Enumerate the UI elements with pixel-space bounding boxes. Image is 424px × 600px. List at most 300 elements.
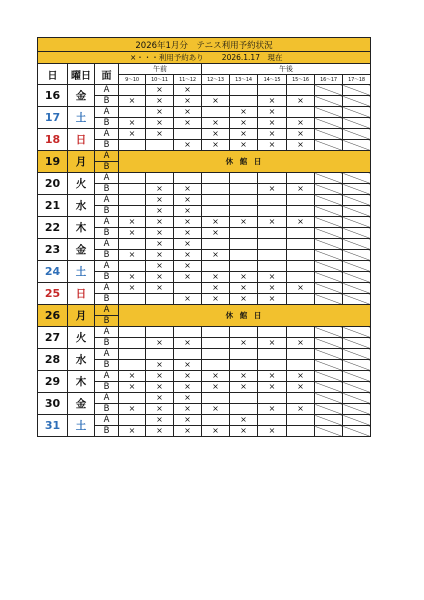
slot-cell (315, 239, 343, 250)
slot-cell (258, 250, 287, 261)
slot-cell (146, 294, 174, 305)
slot-cell (202, 393, 230, 404)
slot-header: 12～13 (202, 75, 230, 85)
slot-cell: × (146, 239, 174, 250)
slot-cell: × (287, 184, 315, 195)
slot-cell: × (146, 107, 174, 118)
day-number: 20 (38, 173, 68, 195)
table-row (38, 151, 371, 162)
slot-cell: × (174, 118, 202, 129)
slot-cell: × (174, 184, 202, 195)
slot-cell (343, 371, 371, 382)
slot-cell (343, 228, 371, 239)
reservation-table (37, 37, 371, 437)
slot-cell (174, 129, 202, 140)
court-label: B (95, 426, 119, 437)
slot-header: 15～16 (287, 75, 315, 85)
slot-cell (343, 415, 371, 426)
slot-cell (343, 129, 371, 140)
slot-cell (202, 107, 230, 118)
slot-cell (343, 250, 371, 261)
slot-cell: × (287, 217, 315, 228)
slot-cell: × (287, 118, 315, 129)
slot-cell (119, 195, 146, 206)
table-row (38, 283, 371, 294)
slot-cell: × (146, 338, 174, 349)
slot-cell: × (287, 404, 315, 415)
slot-cell: × (230, 272, 258, 283)
slot-cell: × (230, 140, 258, 151)
slot-cell (119, 294, 146, 305)
slot-cell (315, 118, 343, 129)
slot-cell (230, 228, 258, 239)
court-label: B (95, 206, 119, 217)
slot-header: 13～14 (230, 75, 258, 85)
slot-cell (315, 206, 343, 217)
court-label: A (95, 239, 119, 250)
slot-cell (315, 85, 343, 96)
slot-cell: × (174, 272, 202, 283)
slot-cell (202, 338, 230, 349)
weekday-label: 木 (68, 371, 95, 393)
slot-cell: × (230, 294, 258, 305)
slot-cell (258, 206, 287, 217)
slot-cell (287, 195, 315, 206)
slot-cell: × (119, 382, 146, 393)
slot-cell (258, 85, 287, 96)
slot-cell: × (119, 118, 146, 129)
slot-cell (315, 349, 343, 360)
legend-row (38, 52, 371, 64)
slot-cell: × (258, 184, 287, 195)
slot-cell: × (146, 382, 174, 393)
court-label: B (95, 184, 119, 195)
slot-cell: × (258, 96, 287, 107)
slot-cell: × (119, 426, 146, 437)
slot-cell (174, 327, 202, 338)
slot-cell (315, 415, 343, 426)
slot-cell: × (146, 217, 174, 228)
slot-cell (119, 85, 146, 96)
slot-cell: × (146, 261, 174, 272)
slot-cell (258, 195, 287, 206)
court-label: A (95, 305, 119, 316)
slot-cell (343, 393, 371, 404)
slot-cell: × (174, 217, 202, 228)
court-label: A (95, 283, 119, 294)
slot-header: 14～15 (258, 75, 287, 85)
table-row (38, 173, 371, 184)
court-label: B (95, 382, 119, 393)
slot-cell: × (258, 272, 287, 283)
slot-cell (119, 349, 146, 360)
slot-cell (315, 250, 343, 261)
slot-cell (230, 327, 258, 338)
day-number: 28 (38, 349, 68, 371)
slot-cell: × (287, 96, 315, 107)
slot-cell (202, 195, 230, 206)
table-row (38, 349, 371, 360)
court-label: A (95, 217, 119, 228)
slot-cell (287, 107, 315, 118)
court-label: B (95, 294, 119, 305)
court-label: B (95, 162, 119, 173)
header-day: 日 (38, 64, 68, 85)
slot-cell: × (202, 228, 230, 239)
weekday-label: 土 (68, 261, 95, 283)
slot-header: 17～18 (343, 75, 371, 85)
slot-cell (343, 261, 371, 272)
slot-cell: × (258, 107, 287, 118)
day-number: 22 (38, 217, 68, 239)
slot-cell (315, 404, 343, 415)
slot-cell (119, 261, 146, 272)
slot-cell: × (174, 140, 202, 151)
reservation-body (38, 85, 371, 437)
slot-cell (202, 173, 230, 184)
slot-cell (202, 261, 230, 272)
slot-cell (174, 173, 202, 184)
slot-cell (119, 360, 146, 371)
court-label: A (95, 195, 119, 206)
slot-cell (343, 217, 371, 228)
court-label: A (95, 371, 119, 382)
court-label: B (95, 228, 119, 239)
slot-cell: × (174, 404, 202, 415)
slot-cell (202, 85, 230, 96)
slot-cell (230, 261, 258, 272)
slot-cell (343, 349, 371, 360)
slot-cell: × (230, 283, 258, 294)
table-row (38, 261, 371, 272)
slot-cell: × (230, 338, 258, 349)
slot-cell: × (202, 140, 230, 151)
slot-cell (315, 371, 343, 382)
slot-cell: × (146, 360, 174, 371)
weekday-label: 水 (68, 195, 95, 217)
slot-cell: × (119, 272, 146, 283)
slot-cell: × (258, 140, 287, 151)
slot-cell: × (174, 426, 202, 437)
slot-cell: × (258, 382, 287, 393)
court-label: B (95, 250, 119, 261)
slot-cell: × (287, 338, 315, 349)
slot-cell (287, 85, 315, 96)
weekday-label: 日 (68, 129, 95, 151)
slot-cell (258, 349, 287, 360)
slot-cell (343, 85, 371, 96)
slot-cell: × (202, 96, 230, 107)
slot-cell (146, 173, 174, 184)
slot-cell: × (146, 184, 174, 195)
slot-cell: × (230, 415, 258, 426)
slot-cell (315, 426, 343, 437)
court-label: B (95, 118, 119, 129)
slot-cell: × (202, 118, 230, 129)
slot-cell: × (174, 250, 202, 261)
slot-cell (119, 184, 146, 195)
slot-cell (343, 173, 371, 184)
slot-cell (258, 393, 287, 404)
table-row (38, 239, 371, 250)
slot-cell (315, 360, 343, 371)
weekday-label: 火 (68, 173, 95, 195)
slot-cell (202, 206, 230, 217)
day-number: 23 (38, 239, 68, 261)
court-label: B (95, 96, 119, 107)
slot-cell: × (146, 415, 174, 426)
slot-cell: × (230, 426, 258, 437)
table-row (38, 305, 371, 316)
slot-header: 16～17 (315, 75, 343, 85)
slot-cell (230, 250, 258, 261)
slot-cell (315, 261, 343, 272)
slot-cell: × (119, 250, 146, 261)
slot-cell (230, 239, 258, 250)
slot-cell: × (174, 415, 202, 426)
slot-cell (119, 107, 146, 118)
day-number: 16 (38, 85, 68, 107)
slot-cell: × (146, 118, 174, 129)
slot-cell (315, 195, 343, 206)
legend-text: ×・・・利用予約あり (130, 53, 204, 62)
slot-cell (343, 239, 371, 250)
weekday-label: 日 (68, 283, 95, 305)
slot-cell (258, 228, 287, 239)
slot-cell (119, 338, 146, 349)
court-label: B (95, 338, 119, 349)
slot-cell (119, 239, 146, 250)
slot-cell (230, 404, 258, 415)
slot-cell (287, 261, 315, 272)
slot-cell: × (230, 118, 258, 129)
weekday-label: 土 (68, 415, 95, 437)
weekday-label: 金 (68, 85, 95, 107)
slot-cell (343, 426, 371, 437)
slot-cell (258, 415, 287, 426)
slot-cell (343, 206, 371, 217)
table-row (38, 107, 371, 118)
header-court: 面 (95, 64, 119, 85)
slot-cell: × (119, 228, 146, 239)
table-row (38, 85, 371, 96)
slot-cell (287, 272, 315, 283)
slot-cell (202, 415, 230, 426)
slot-cell: × (230, 371, 258, 382)
slot-cell (230, 393, 258, 404)
slot-cell (119, 327, 146, 338)
slot-cell: × (119, 404, 146, 415)
slot-cell: × (146, 426, 174, 437)
weekday-label: 金 (68, 239, 95, 261)
slot-cell: × (174, 96, 202, 107)
header-weekday: 曜日 (68, 64, 95, 85)
slot-cell: × (174, 239, 202, 250)
slot-cell (230, 206, 258, 217)
slot-cell (287, 360, 315, 371)
slot-cell (343, 404, 371, 415)
slot-cell (315, 217, 343, 228)
slot-cell (287, 294, 315, 305)
slot-cell (315, 140, 343, 151)
slot-cell: × (146, 393, 174, 404)
slot-cell: × (146, 371, 174, 382)
slot-cell: × (202, 371, 230, 382)
slot-cell (315, 283, 343, 294)
court-label: A (95, 173, 119, 184)
slot-cell (343, 140, 371, 151)
weekday-label: 金 (68, 393, 95, 415)
slot-cell: × (202, 294, 230, 305)
day-number: 21 (38, 195, 68, 217)
slot-cell: × (174, 261, 202, 272)
page-title: 2026年1月分 テニス利用予約状況 (38, 38, 371, 52)
table-row (38, 195, 371, 206)
slot-cell (230, 85, 258, 96)
slot-cell: × (146, 250, 174, 261)
slot-cell: × (287, 283, 315, 294)
slot-cell (146, 327, 174, 338)
slot-cell: × (202, 283, 230, 294)
slot-cell (315, 338, 343, 349)
slot-cell: × (202, 129, 230, 140)
court-label: B (95, 140, 119, 151)
slot-cell: × (119, 129, 146, 140)
court-label: A (95, 261, 119, 272)
slot-cell: × (174, 338, 202, 349)
weekday-label: 木 (68, 217, 95, 239)
slot-cell (287, 173, 315, 184)
slot-cell (343, 272, 371, 283)
slot-cell: × (258, 294, 287, 305)
slot-cell: × (258, 338, 287, 349)
slot-cell (258, 261, 287, 272)
day-number: 25 (38, 283, 68, 305)
slot-cell (315, 382, 343, 393)
slot-cell (287, 228, 315, 239)
slot-cell (343, 338, 371, 349)
slot-cell (202, 327, 230, 338)
slot-cell (174, 283, 202, 294)
slot-cell (230, 184, 258, 195)
header-afternoon: 午後 (202, 64, 371, 75)
slot-cell (230, 349, 258, 360)
slot-cell (343, 96, 371, 107)
slot-cell (315, 129, 343, 140)
slot-cell: × (174, 294, 202, 305)
slot-cell: × (146, 195, 174, 206)
slot-header: 9～10 (119, 75, 146, 85)
slot-cell: × (287, 382, 315, 393)
slot-cell: × (287, 371, 315, 382)
slot-cell: × (119, 371, 146, 382)
court-label: B (95, 316, 119, 327)
day-number: 29 (38, 371, 68, 393)
as-of-date: 2026.1.17 現在 (221, 53, 283, 62)
slot-cell (230, 96, 258, 107)
court-label: A (95, 415, 119, 426)
slot-cell: × (258, 426, 287, 437)
slot-cell: × (146, 129, 174, 140)
slot-cell (343, 107, 371, 118)
court-label: A (95, 349, 119, 360)
slot-header: 11～12 (174, 75, 202, 85)
slot-cell (146, 349, 174, 360)
slot-cell (315, 107, 343, 118)
slot-cell (119, 206, 146, 217)
court-label: A (95, 107, 119, 118)
slot-cell: × (146, 85, 174, 96)
court-label: A (95, 151, 119, 162)
slot-cell: × (174, 228, 202, 239)
slot-cell: × (202, 382, 230, 393)
slot-cell: × (202, 250, 230, 261)
day-number: 24 (38, 261, 68, 283)
slot-cell (258, 327, 287, 338)
slot-cell (119, 140, 146, 151)
slot-cell: × (258, 404, 287, 415)
slot-cell: × (202, 217, 230, 228)
slot-cell (202, 349, 230, 360)
slot-cell: × (258, 283, 287, 294)
slot-cell: × (174, 195, 202, 206)
slot-cell (287, 349, 315, 360)
court-label: A (95, 85, 119, 96)
slot-cell (287, 426, 315, 437)
slot-header: 10～11 (146, 75, 174, 85)
slot-cell: × (258, 118, 287, 129)
court-label: A (95, 129, 119, 140)
slot-cell: × (174, 206, 202, 217)
table-row (38, 129, 371, 140)
day-number: 30 (38, 393, 68, 415)
slot-cell: × (258, 129, 287, 140)
table-row (38, 415, 371, 426)
slot-cell (315, 96, 343, 107)
slot-cell: × (174, 85, 202, 96)
weekday-label: 火 (68, 327, 95, 349)
slot-cell: × (119, 217, 146, 228)
closed-label: 休 館 日 (119, 305, 371, 327)
slot-cell: × (258, 217, 287, 228)
slot-cell (343, 283, 371, 294)
slot-cell (315, 272, 343, 283)
day-number: 17 (38, 107, 68, 129)
day-number: 27 (38, 327, 68, 349)
slot-cell (343, 195, 371, 206)
slot-cell: × (146, 283, 174, 294)
slot-cell: × (202, 272, 230, 283)
table-row (38, 393, 371, 404)
slot-cell (287, 250, 315, 261)
day-number: 31 (38, 415, 68, 437)
slot-cell (315, 173, 343, 184)
slot-cell: × (174, 371, 202, 382)
slot-cell (343, 118, 371, 129)
table-row (38, 371, 371, 382)
weekday-label: 月 (68, 305, 95, 327)
slot-cell (258, 173, 287, 184)
slot-cell: × (174, 393, 202, 404)
header-morning: 午前 (119, 64, 202, 75)
slot-cell (343, 184, 371, 195)
slot-cell (230, 173, 258, 184)
weekday-label: 土 (68, 107, 95, 129)
court-label: A (95, 393, 119, 404)
slot-cell (287, 415, 315, 426)
slot-cell (287, 239, 315, 250)
slot-cell (202, 239, 230, 250)
